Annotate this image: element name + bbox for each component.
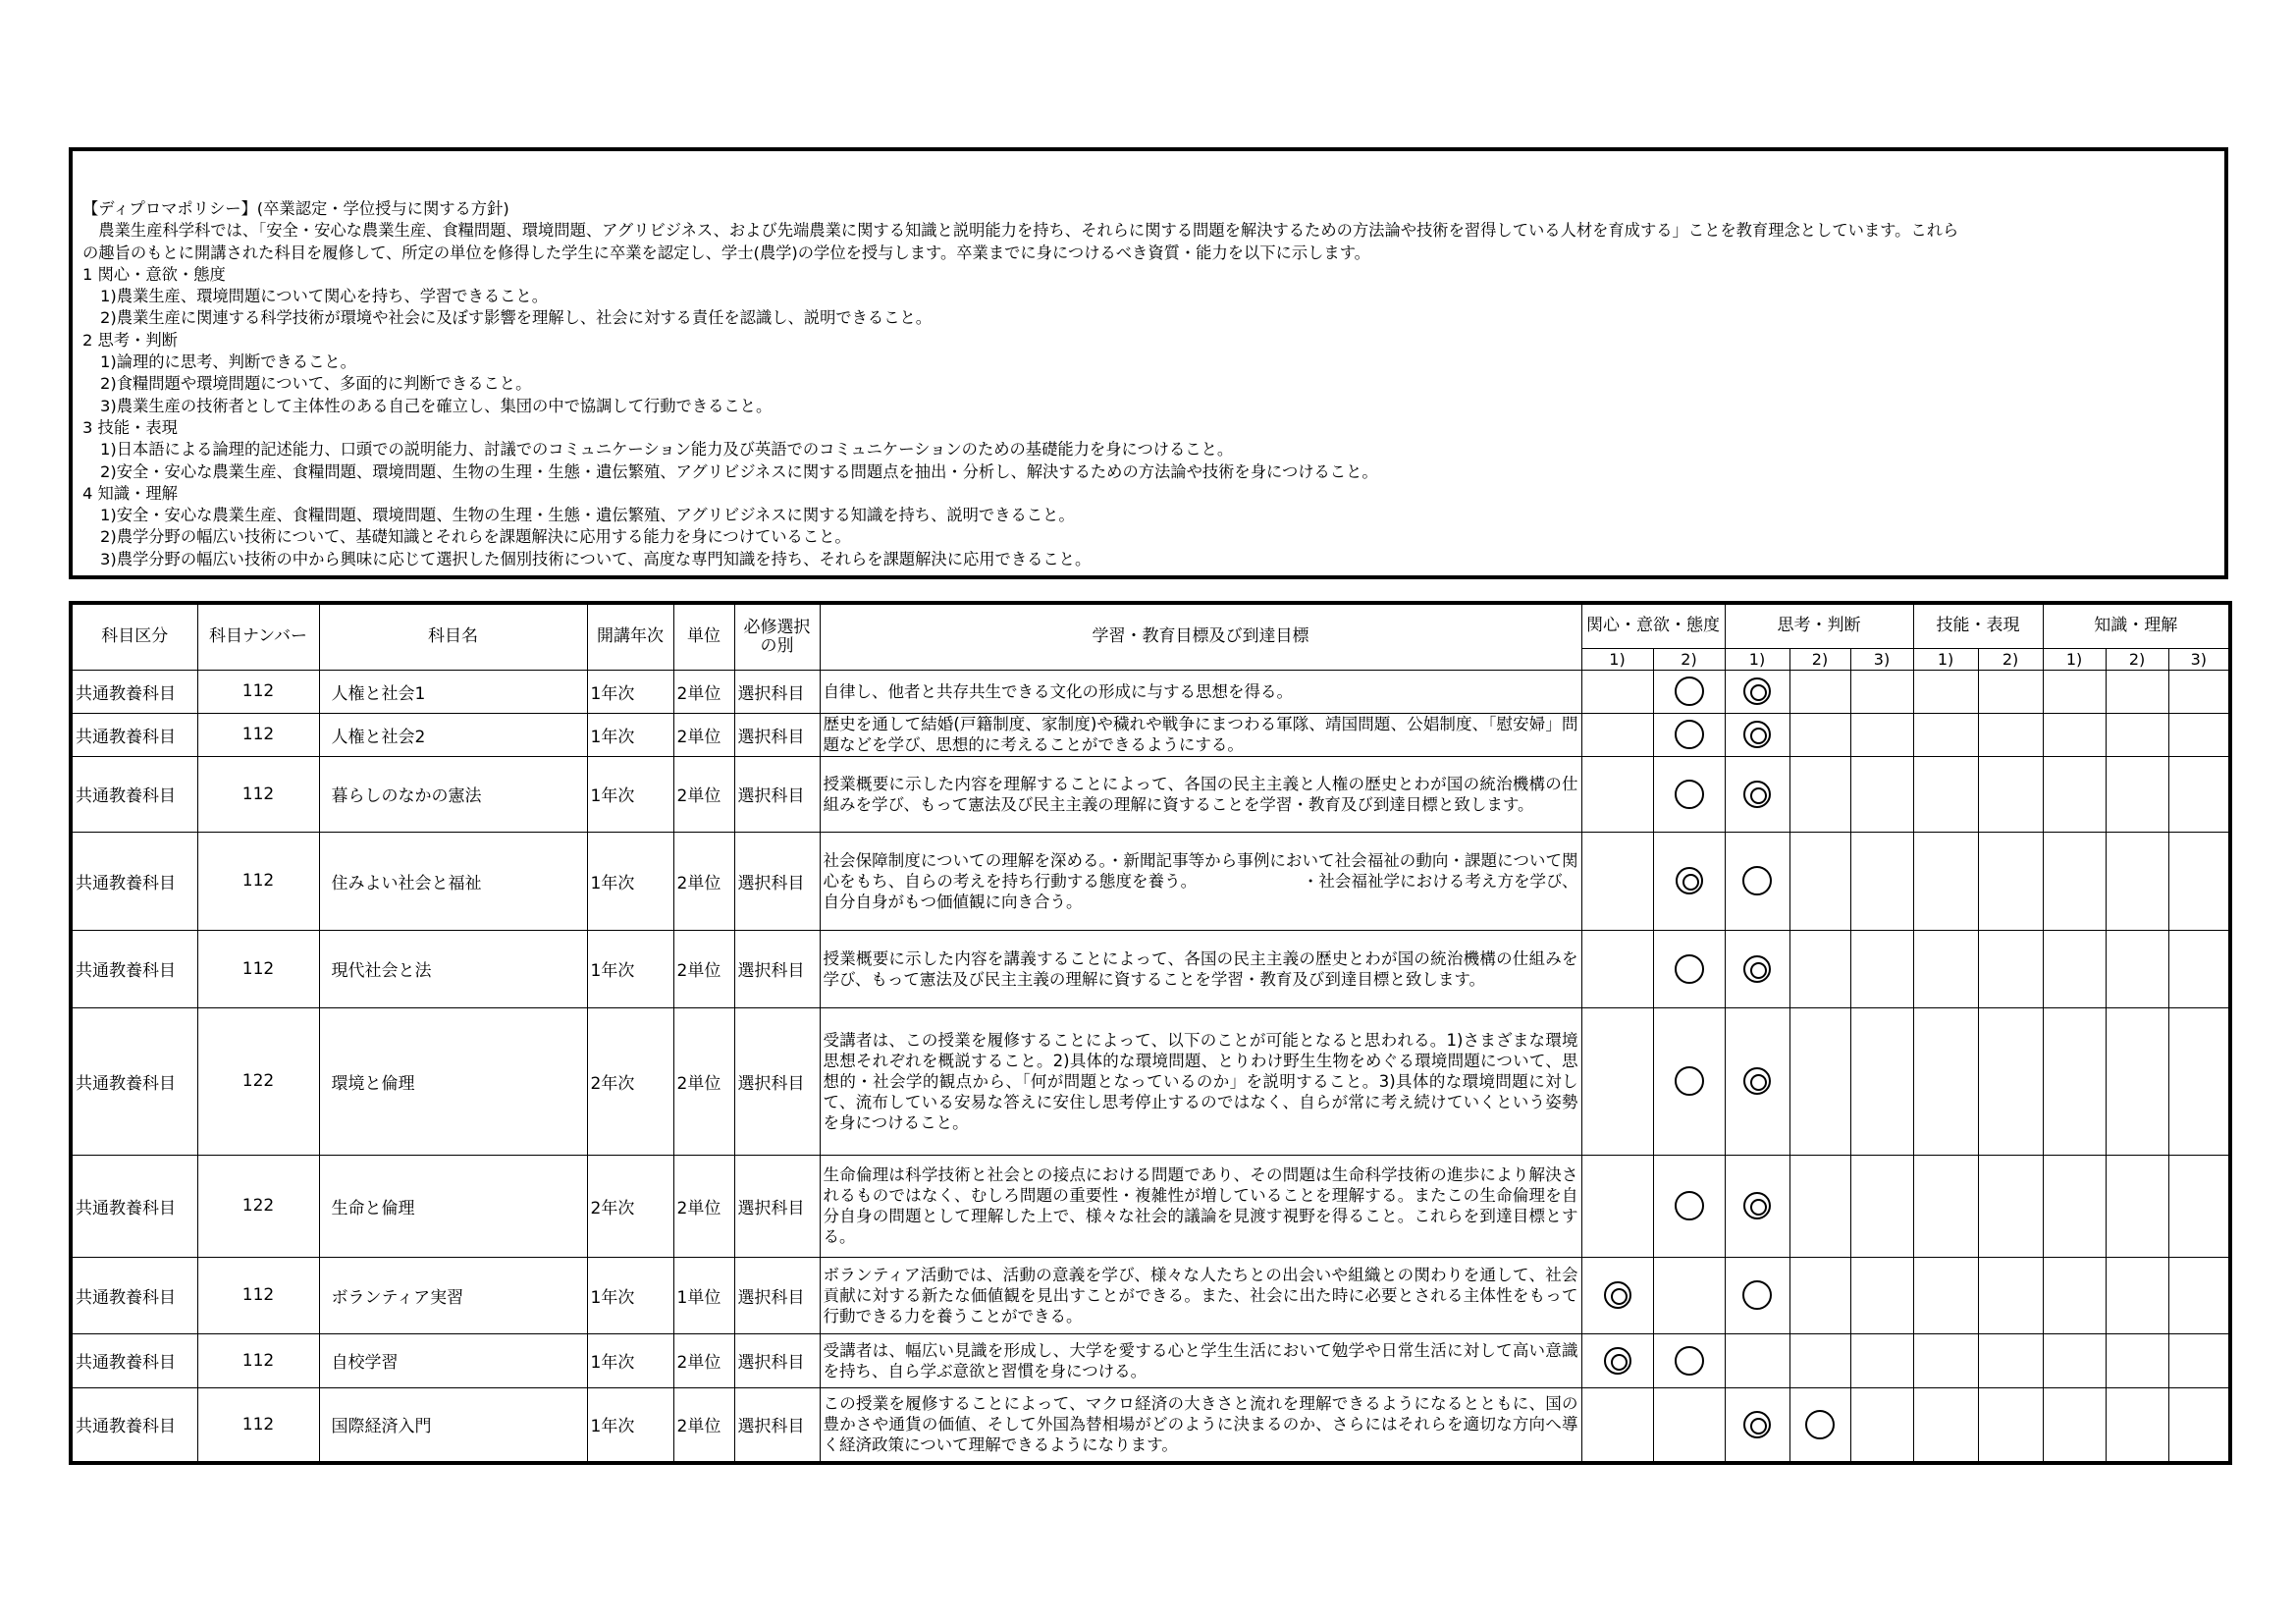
- course-name: 暮らしのなかの憲法: [319, 756, 587, 832]
- table-row: [71, 713, 2230, 756]
- goal-mark-cell: [1581, 1387, 1653, 1463]
- goal-mark-cell: [2106, 930, 2168, 1007]
- goal-mark-cell: [2043, 1257, 2106, 1333]
- goal-mark-cell: [1978, 1155, 2043, 1257]
- goal-mark-cell: [1653, 713, 1725, 756]
- policy-line: の趣旨のもとに開講された科目を履修して、所定の単位を修得した学生に卒業を認定し、学士(農学)の学位を授与します。卒業までに身につけるべき資質・能力を以下に示します。: [82, 243, 1370, 262]
- header-skills: 技能・表現: [1913, 603, 2043, 648]
- table-row: [71, 1155, 2230, 1257]
- course-name: 人権と社会2: [319, 713, 587, 756]
- table-row: [71, 1007, 2230, 1155]
- goal-mark-cell: [1725, 1387, 1789, 1463]
- policy-line: 4 知識・理解: [82, 483, 178, 503]
- goal-mark-cell: [1725, 1155, 1789, 1257]
- goal-mark-cell: [1653, 1387, 1725, 1463]
- policy-line: 1)農業生産、環境問題について関心を持ち、学習できること。: [100, 287, 548, 306]
- course-required: 選択科目: [734, 1257, 820, 1333]
- goal-mark-cell: [1789, 832, 1850, 930]
- circle-mark: [1742, 1280, 1772, 1310]
- subheader-cell: 1): [1581, 648, 1653, 670]
- goal-mark-cell: [1653, 756, 1725, 832]
- course-year: 1年次: [587, 756, 673, 832]
- course-goal: 社会保障制度についての理解を深める。・新聞記事等から事例において社会福祉の動向・課題について関心をもち、自らの考えを持ち行動する態度を養う。 ・社会福祉学における考え方を学び、自分自身がもつ価値観に向き合う。: [820, 832, 1581, 930]
- goal-mark-cell: [2043, 713, 2106, 756]
- goal-mark-cell: [2043, 832, 2106, 930]
- course-required: 選択科目: [734, 756, 820, 832]
- goal-mark-cell: [1789, 1257, 1850, 1333]
- goal-mark-cell: [1789, 1007, 1850, 1155]
- goal-mark-cell: [2168, 713, 2230, 756]
- course-credits: 2単位: [673, 930, 734, 1007]
- double-circle-mark: [1676, 867, 1703, 894]
- goal-mark-cell: [2106, 670, 2168, 713]
- table-row: [71, 670, 2230, 713]
- table-row: [71, 756, 2230, 832]
- subheader-cell: 2): [1978, 648, 2043, 670]
- course-goal: 授業概要に示した内容を講義することによって、各国の民主主義の歴史とわが国の統治機構の仕組みを学び、もって憲法及び民主主義の理解に資することを学習・教育及び到達目標と致します。: [820, 930, 1581, 1007]
- course-credits: 2単位: [673, 756, 734, 832]
- header-thinking: 思考・判断: [1725, 603, 1913, 648]
- goal-mark-cell: [1653, 1155, 1725, 1257]
- goal-mark-cell: [1789, 930, 1850, 1007]
- policy-line: 1)論理的に思考、判断できること。: [100, 352, 356, 372]
- circle-mark: [1675, 720, 1704, 749]
- course-name: 人権と社会1: [319, 670, 587, 713]
- course-year: 1年次: [587, 1333, 673, 1387]
- course-number: 112: [197, 832, 319, 930]
- goal-mark-cell: [1913, 1333, 1978, 1387]
- header-row: [71, 603, 2230, 648]
- course-required: 選択科目: [734, 930, 820, 1007]
- goal-mark-cell: [1789, 670, 1850, 713]
- goal-mark-cell: [1850, 670, 1913, 713]
- course-goal: 自律し、他者と共存共生できる文化の形成に与する思想を得る。: [820, 670, 1581, 713]
- double-circle-mark: [1743, 955, 1771, 983]
- course-number: 112: [197, 1387, 319, 1463]
- goal-mark-cell: [2106, 1257, 2168, 1333]
- policy-line: 2)安全・安心な農業生産、食糧問題、環境問題、生物の生理・生態・遺伝繁殖、アグリビジネスに関する問題点を抽出・分析し、解決するための方法論や技術を身につけること。: [100, 461, 1378, 481]
- goal-mark-cell: [1913, 756, 1978, 832]
- circle-mark: [1675, 1191, 1704, 1220]
- course-year: 2年次: [587, 1007, 673, 1155]
- goal-mark-cell: [1725, 1333, 1789, 1387]
- circle-mark: [1742, 866, 1772, 895]
- course-category: 共通教養科目: [71, 832, 197, 930]
- header-name: 科目名: [319, 603, 587, 670]
- goal-mark-cell: [2168, 670, 2230, 713]
- goal-mark-cell: [1725, 756, 1789, 832]
- goal-mark-cell: [2168, 1257, 2230, 1333]
- course-number: 112: [197, 1257, 319, 1333]
- goal-mark-cell: [1978, 832, 2043, 930]
- goal-mark-cell: [2043, 1155, 2106, 1257]
- course-category: 共通教養科目: [71, 713, 197, 756]
- goal-mark-cell: [1653, 1257, 1725, 1333]
- course-category: 共通教養科目: [71, 930, 197, 1007]
- course-number: 122: [197, 1007, 319, 1155]
- course-goal: 授業概要に示した内容を理解することによって、各国の民主主義と人権の歴史とわが国の統治機構の仕組みを学び、もって憲法及び民主主義の理解に資することを学習・教育及び到達目標と致します。: [820, 756, 1581, 832]
- goal-mark-cell: [2168, 832, 2230, 930]
- course-credits: 1単位: [673, 1257, 734, 1333]
- header-knowledge: 知識・理解: [2043, 603, 2230, 648]
- circle-mark: [1805, 1410, 1835, 1439]
- goal-mark-cell: [2043, 1387, 2106, 1463]
- goal-mark-cell: [2106, 1155, 2168, 1257]
- header-credits: 単位: [673, 603, 734, 670]
- goal-mark-cell: [1653, 930, 1725, 1007]
- course-category: 共通教養科目: [71, 1007, 197, 1155]
- table-row: [71, 1387, 2230, 1463]
- course-year: 2年次: [587, 1155, 673, 1257]
- goal-mark-cell: [1978, 713, 2043, 756]
- goal-mark-cell: [2043, 1333, 2106, 1387]
- course-goal: この授業を履修することによって、マクロ経済の大きさと流れを理解できるようになるとともに、国の豊かさや通貨の価値、そして外国為替相場がどのように決まるのか、さらにはそれらを適切な方向へ導く経済政策について理解できるようになります。: [820, 1387, 1581, 1463]
- double-circle-mark: [1604, 1347, 1631, 1375]
- goal-mark-cell: [1978, 1333, 2043, 1387]
- header-required: 必修選択の別: [734, 603, 820, 670]
- subheader-cell: 2): [1653, 648, 1725, 670]
- course-number: 112: [197, 930, 319, 1007]
- course-number: 112: [197, 713, 319, 756]
- goal-mark-cell: [2106, 756, 2168, 832]
- goal-mark-cell: [1653, 1007, 1725, 1155]
- double-circle-mark: [1743, 721, 1771, 748]
- goal-mark-cell: [1789, 1387, 1850, 1463]
- table-row: [71, 1257, 2230, 1333]
- goal-mark-cell: [1978, 930, 2043, 1007]
- double-circle-mark: [1604, 1281, 1631, 1309]
- goal-mark-cell: [1978, 1007, 2043, 1155]
- goal-mark-cell: [2168, 1155, 2230, 1257]
- double-circle-mark: [1743, 677, 1771, 705]
- double-circle-mark: [1743, 781, 1771, 808]
- course-year: 1年次: [587, 930, 673, 1007]
- goal-mark-cell: [1978, 756, 2043, 832]
- goal-mark-cell: [2106, 713, 2168, 756]
- course-required: 選択科目: [734, 1007, 820, 1155]
- course-name: 生命と倫理: [319, 1155, 587, 1257]
- goal-mark-cell: [2168, 930, 2230, 1007]
- double-circle-mark: [1743, 1192, 1771, 1219]
- double-circle-mark: [1743, 1411, 1771, 1438]
- policy-line: 2 思考・判断: [82, 330, 178, 350]
- policy-line: 1)日本語による論理的記述能力、口頭での説明能力、討議でのコミュニケーション能力及び英語でのコミュニケーションのための基礎能力を身につけること。: [100, 440, 1234, 460]
- policy-line: 2)食糧問題や環境問題について、多面的に判断できること。: [100, 374, 532, 394]
- goal-mark-cell: [1653, 1333, 1725, 1387]
- course-required: 選択科目: [734, 1333, 820, 1387]
- header-year: 開講年次: [587, 603, 673, 670]
- goal-mark-cell: [1725, 1007, 1789, 1155]
- policy-line: 1 関心・意欲・態度: [82, 264, 226, 284]
- course-name: 国際経済入門: [319, 1387, 587, 1463]
- goal-mark-cell: [1850, 1387, 1913, 1463]
- course-credits: 2単位: [673, 1155, 734, 1257]
- course-required: 選択科目: [734, 1155, 820, 1257]
- goal-mark-cell: [1978, 1257, 2043, 1333]
- course-name: 現代社会と法: [319, 930, 587, 1007]
- goal-mark-cell: [1653, 670, 1725, 713]
- goal-mark-cell: [1850, 930, 1913, 1007]
- course-credits: 2単位: [673, 832, 734, 930]
- course-category: 共通教養科目: [71, 1387, 197, 1463]
- goal-mark-cell: [1581, 756, 1653, 832]
- course-number: 112: [197, 670, 319, 713]
- course-credits: 2単位: [673, 713, 734, 756]
- goal-mark-cell: [1850, 713, 1913, 756]
- course-goal: 生命倫理は科学技術と社会との接点における問題であり、その問題は生命科学技術の進歩により解決されるものではなく、むしろ問題の重要性・複雑性が増していることを理解する。またこの生命倫理を自分自身の問題として理解した上で、様々な社会的議論を見渡す視野を得ること。これらを到達目標とする。: [820, 1155, 1581, 1257]
- goal-mark-cell: [1850, 1257, 1913, 1333]
- goal-mark-cell: [2106, 1333, 2168, 1387]
- header-number: 科目ナンバー: [197, 603, 319, 670]
- course-required: 選択科目: [734, 1387, 820, 1463]
- goal-mark-cell: [1850, 1333, 1913, 1387]
- course-table: [69, 601, 2232, 1465]
- goal-mark-cell: [1850, 1155, 1913, 1257]
- table-row: [71, 930, 2230, 1007]
- goal-mark-cell: [1725, 713, 1789, 756]
- goal-mark-cell: [1789, 713, 1850, 756]
- goal-mark-cell: [1725, 670, 1789, 713]
- policy-line: 2)農学分野の幅広い技術について、基礎知識とそれらを課題解決に応用する能力を身につけていること。: [100, 527, 851, 547]
- course-goal: 受講者は、この授業を履修することによって、以下のことが可能となると思われる。1)さまざまな環境思想それぞれを概説すること。2)具体的な環境問題、とりわけ野生生物をめぐる環境問題について、思想的・社会学的観点から、「何が問題となっているのか」を説明すること。3)具体的な環境問題に対して、流布している安易な答えに安住し思考停止するのではなく、自らが常に考え続けていくという姿勢を身につけること。: [820, 1007, 1581, 1155]
- goal-mark-cell: [1913, 1387, 1978, 1463]
- goal-mark-cell: [1850, 832, 1913, 930]
- table-row: [71, 1333, 2230, 1387]
- goal-mark-cell: [1581, 1155, 1653, 1257]
- goal-mark-cell: [1913, 713, 1978, 756]
- course-required: 選択科目: [734, 713, 820, 756]
- header-goals: 学習・教育目標及び到達目標: [820, 603, 1581, 670]
- goal-mark-cell: [2168, 1387, 2230, 1463]
- course-number: 122: [197, 1155, 319, 1257]
- goal-mark-cell: [1653, 832, 1725, 930]
- course-required: 選択科目: [734, 832, 820, 930]
- goal-mark-cell: [1581, 930, 1653, 1007]
- goal-mark-cell: [1581, 670, 1653, 713]
- subheader-cell: 3): [1850, 648, 1913, 670]
- goal-mark-cell: [1978, 1387, 2043, 1463]
- goal-mark-cell: [1913, 930, 1978, 1007]
- goal-mark-cell: [1725, 832, 1789, 930]
- goal-mark-cell: [2168, 1007, 2230, 1155]
- diploma-policy-box: [69, 147, 2228, 579]
- goal-mark-cell: [1850, 756, 1913, 832]
- goal-mark-cell: [1913, 1257, 1978, 1333]
- goal-mark-cell: [2106, 1387, 2168, 1463]
- course-name: 自校学習: [319, 1333, 587, 1387]
- circle-mark: [1675, 1066, 1704, 1096]
- policy-line: 3)農業生産の技術者として主体性のある自己を確立し、集団の中で協調して行動できること。: [100, 396, 773, 415]
- goal-mark-cell: [1581, 713, 1653, 756]
- subheader-cell: 3): [2168, 648, 2230, 670]
- course-category: 共通教養科目: [71, 1333, 197, 1387]
- course-credits: 2単位: [673, 1387, 734, 1463]
- course-goal: ボランティア活動では、活動の意義を学び、様々な人たちとの出会いや組織との関わりを通して、社会貢献に対する新たな価値観を見出すことができる。また、社会に出た時に必要とされる主体性をもって行動できる力を養うことができる。: [820, 1257, 1581, 1333]
- subheader-cell: 1): [2043, 648, 2106, 670]
- goal-mark-cell: [1913, 1007, 1978, 1155]
- policy-line: 1)安全・安心な農業生産、食糧問題、環境問題、生物の生理・生態・遺伝繁殖、アグリビジネスに関する知識を持ち、説明できること。: [100, 506, 1075, 525]
- subheader-cell: 1): [1913, 648, 1978, 670]
- circle-mark: [1675, 954, 1704, 984]
- goal-mark-cell: [1725, 1257, 1789, 1333]
- goal-mark-cell: [2168, 1333, 2230, 1387]
- header-interest: 関心・意欲・態度: [1581, 603, 1725, 648]
- course-number: 112: [197, 756, 319, 832]
- goal-mark-cell: [1789, 756, 1850, 832]
- goal-mark-cell: [1850, 1007, 1913, 1155]
- goal-mark-cell: [2106, 1007, 2168, 1155]
- course-category: 共通教養科目: [71, 756, 197, 832]
- goal-mark-cell: [2168, 756, 2230, 832]
- circle-mark: [1675, 677, 1704, 706]
- course-goal: 歴史を通して結婚(戸籍制度、家制度)や穢れや戦争にまつわる軍隊、靖国問題、公娼制度、「慰安婦」問題などを学び、思想的に考えることができるようにする。: [820, 713, 1581, 756]
- course-year: 1年次: [587, 1257, 673, 1333]
- policy-line: 3 技能・表現: [82, 417, 178, 437]
- course-category: 共通教養科目: [71, 670, 197, 713]
- goal-mark-cell: [1913, 670, 1978, 713]
- goal-mark-cell: [1789, 1333, 1850, 1387]
- goal-mark-cell: [1581, 1007, 1653, 1155]
- goal-mark-cell: [1789, 1155, 1850, 1257]
- course-goal: 受講者は、幅広い見識を形成し、大学を愛する心と学生生活において勉学や日常生活に対して高い意識を持ち、自ら学ぶ意欲と習慣を身につける。: [820, 1333, 1581, 1387]
- goal-mark-cell: [1581, 832, 1653, 930]
- header-category: 科目区分: [71, 603, 197, 670]
- course-category: 共通教養科目: [71, 1257, 197, 1333]
- course-name: 環境と倫理: [319, 1007, 587, 1155]
- double-circle-mark: [1743, 1067, 1771, 1095]
- goal-mark-cell: [1725, 930, 1789, 1007]
- goal-mark-cell: [2043, 930, 2106, 1007]
- goal-mark-cell: [2043, 756, 2106, 832]
- circle-mark: [1675, 780, 1704, 809]
- policy-line: 3)農学分野の幅広い技術の中から興味に応じて選択した個別技術について、高度な専門知識を持ち、それらを課題解決に応用できること。: [100, 549, 1092, 568]
- course-year: 1年次: [587, 832, 673, 930]
- course-required: 選択科目: [734, 670, 820, 713]
- course-name: 住みよい社会と福祉: [319, 832, 587, 930]
- goal-mark-cell: [1978, 670, 2043, 713]
- goal-mark-cell: [1581, 1257, 1653, 1333]
- course-credits: 2単位: [673, 1007, 734, 1155]
- course-number: 112: [197, 1333, 319, 1387]
- course-year: 1年次: [587, 1387, 673, 1463]
- subheader-cell: 1): [1725, 648, 1789, 670]
- course-year: 1年次: [587, 670, 673, 713]
- course-category: 共通教養科目: [71, 1155, 197, 1257]
- course-credits: 2単位: [673, 670, 734, 713]
- subheader-cell: 2): [1789, 648, 1850, 670]
- goal-mark-cell: [2106, 832, 2168, 930]
- course-year: 1年次: [587, 713, 673, 756]
- goal-mark-cell: [2043, 670, 2106, 713]
- goal-mark-cell: [2043, 1007, 2106, 1155]
- goal-mark-cell: [1913, 1155, 1978, 1257]
- policy-line: 【ディプロマポリシー】(卒業認定・学位授与に関する方針): [82, 199, 509, 218]
- table-row: [71, 832, 2230, 930]
- circle-mark: [1675, 1346, 1704, 1376]
- course-name: ボランティア実習: [319, 1257, 587, 1333]
- course-credits: 2単位: [673, 1333, 734, 1387]
- policy-line: 2)農業生産に関連する科学技術が環境や社会に及ぼす影響を理解し、社会に対する責任を認識し、説明できること。: [100, 308, 933, 328]
- goal-mark-cell: [1913, 832, 1978, 930]
- policy-line: 農業生産科学科では、「安全・安心な農業生産、食糧問題、環境問題、アグリビジネス、および先端農業に関する知識と説明能力を持ち、それらに関する問題を解決するための方法論や技術を習得している人材を育成する」ことを教育理念としています。これら: [82, 221, 1959, 241]
- goal-mark-cell: [1581, 1333, 1653, 1387]
- subheader-cell: 2): [2106, 648, 2168, 670]
